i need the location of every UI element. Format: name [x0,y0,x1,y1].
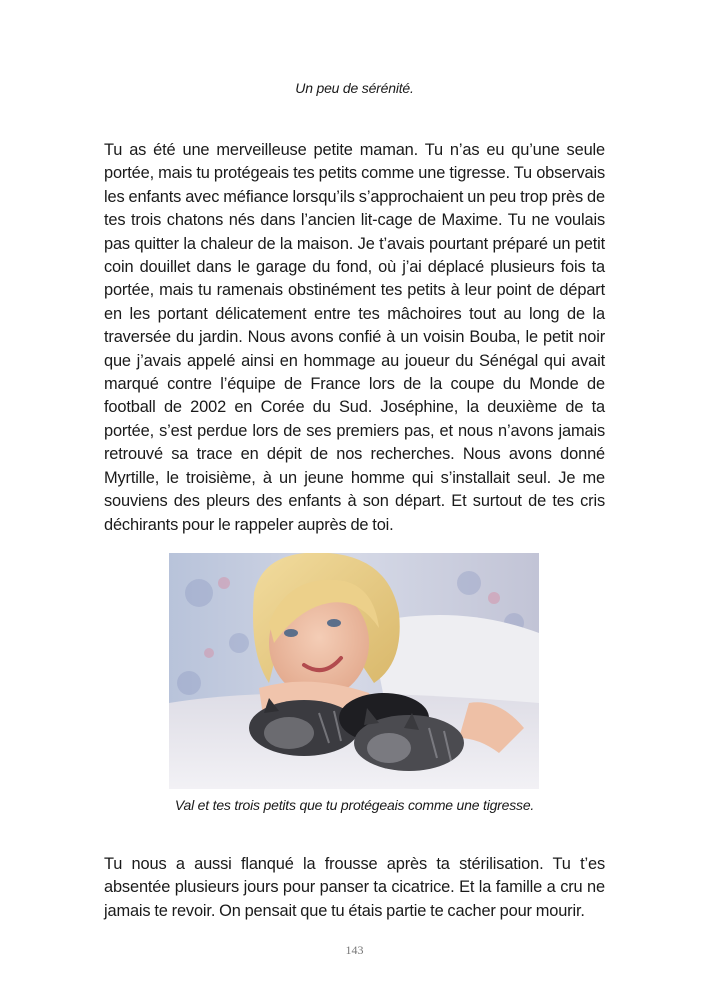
photo-caption: Val et tes trois petits que tu protégeais comme une tigresse. [174,797,535,813]
paragraph-1: Tu as été une merveilleuse petite maman. Tu n’as eu qu’une seule portée, mais tu protégeais tes petits comme une tigresse. Tu observais les enfants avec méfiance lorsqu’ils s’approchaient un peu trop près de tes trois chatons nés dans l’ancien lit-cage de Maxime. Tu ne voulais pas quitter la chaleur de la maison. Je t’avais pourtant préparé un petit coin douillet dans le garage du fond, où j’ai déplacé plusieurs fois ta portée, mais tu ramenais obstinément tes petits à leur point de départ en les portant délicatement entre tes mâchoires tout au long de la traversée du jardin. Nous avons confié à un voisin Bouba, le petit noir que j’avais appelé ainsi en hommage au joueur du Sénégal qui avait marqué contre l’équipe de France lors de la coupe du Monde de football de 2002 en Corée du Sud. Joséphine, la deuxième de ta portée, s’est perdue lors de ses premiers pas, et nous n’avons jamais retrouvé sa trace en dépit de nos recherches. Nous avons donné Myrtille, le troisième, à un jeune homme qui s’installait seul. Je me souviens des pleurs des enfants à son départ. Et surtout de tes cris déchirants pour le rappeler auprès de toi. [104,141,605,534]
chapter-title: Un peu de sérénité. [295,80,414,96]
page-number: 143 [345,943,364,957]
paragraph-2: Tu nous a aussi flanqué la frousse après ta stérilisation. Tu t’es absentée plusieurs jours pour panser ta cicatrice. Et la famille a cru ne jamais te revoir. On pensait que tu étais partie te cacher pour mourir. [104,855,605,920]
photo-illustration [169,553,539,789]
photo-child-with-kittens [169,553,539,789]
